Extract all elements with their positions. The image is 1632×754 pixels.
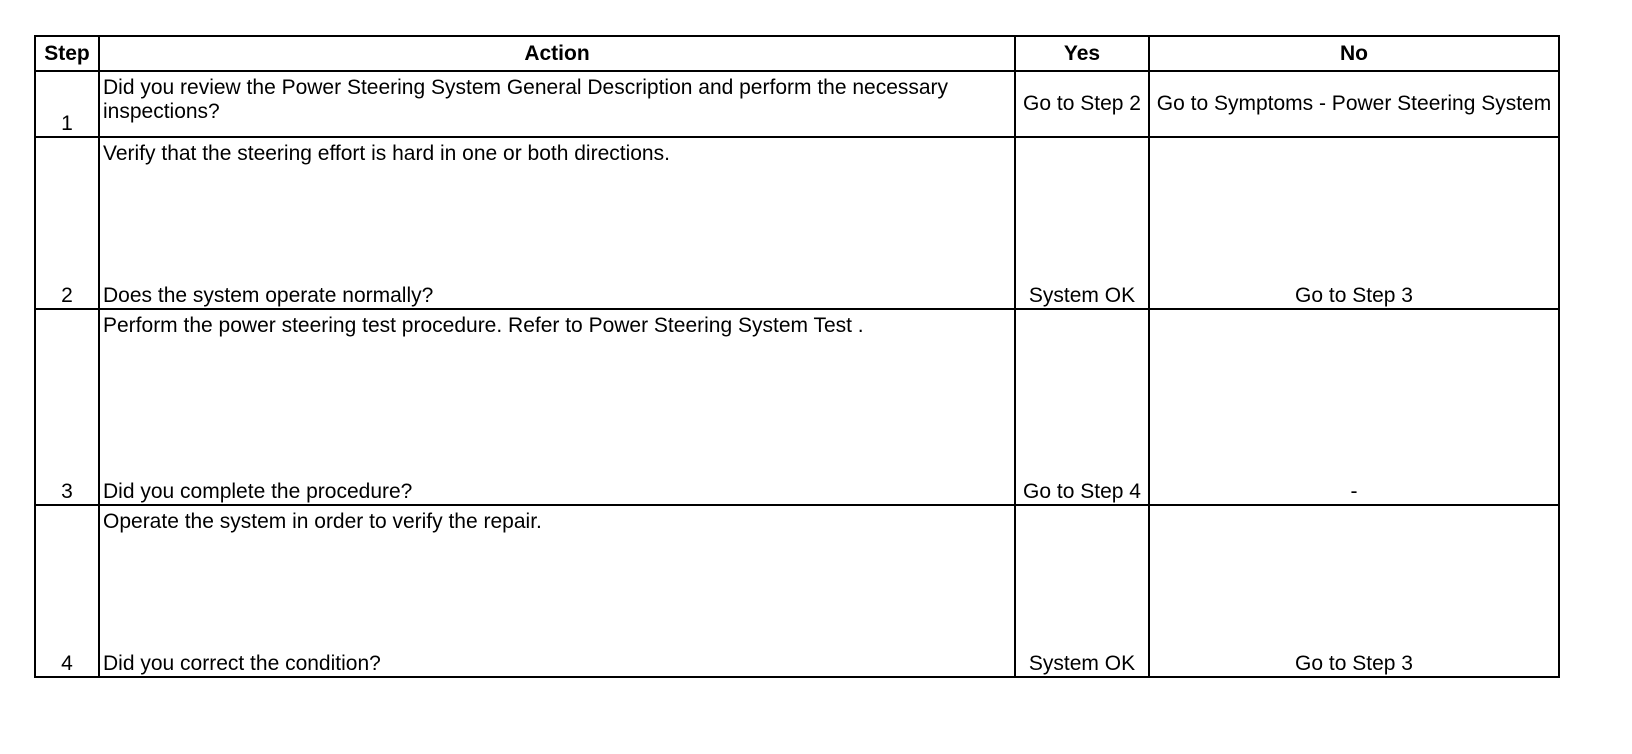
step-number: 4 — [35, 505, 99, 677]
table-row — [35, 71, 1559, 137]
step-number: 2 — [35, 137, 99, 309]
action-question: Does the system operate normally? — [103, 284, 434, 307]
table-row — [35, 309, 1559, 505]
step-number: 1 — [35, 71, 99, 137]
yes-result: Go to Step 2 — [1023, 92, 1141, 115]
yes-result: System OK — [1028, 284, 1136, 307]
table-row — [35, 505, 1559, 677]
no-cell — [1149, 71, 1559, 137]
yes-cell — [1015, 309, 1149, 505]
no-cell — [1149, 505, 1559, 677]
header-step: Step — [35, 36, 99, 71]
action-text: Perform the power steering test procedure. Refer to Power Steering System Test . — [103, 314, 864, 337]
action-cell — [99, 505, 1015, 677]
no-result: Go to Step 3 — [1295, 652, 1413, 675]
action-question: Did you correct the condition? — [103, 652, 381, 675]
no-result: Go to Step 3 — [1295, 284, 1413, 307]
header-action: Action — [99, 36, 1015, 71]
yes-result: System OK — [1028, 652, 1136, 675]
header-no: No — [1149, 36, 1559, 71]
action-text: Operate the system in order to verify the repair. — [103, 510, 542, 533]
no-cell — [1149, 309, 1559, 505]
step-number: 3 — [35, 309, 99, 505]
no-cell — [1149, 137, 1559, 309]
yes-result: Go to Step 4 — [1023, 480, 1141, 503]
action-cell — [99, 71, 1015, 137]
no-result: Go to Symptoms - Power Steering System — [1156, 92, 1552, 115]
yes-cell — [1015, 505, 1149, 677]
action-text: Did you review the Power Steering System General Description and perform the necessary inspections? — [103, 76, 949, 123]
table-header-row — [35, 36, 1559, 71]
no-result: - — [1350, 480, 1358, 503]
header-yes: Yes — [1015, 36, 1149, 71]
yes-cell — [1015, 71, 1149, 137]
yes-cell — [1015, 137, 1149, 309]
action-cell — [99, 137, 1015, 309]
action-cell — [99, 309, 1015, 505]
action-question: Did you complete the procedure? — [103, 480, 413, 503]
action-text: Verify that the steering effort is hard in one or both directions. — [103, 142, 670, 165]
table-row — [35, 137, 1559, 309]
diagnostic-table — [34, 35, 1560, 678]
